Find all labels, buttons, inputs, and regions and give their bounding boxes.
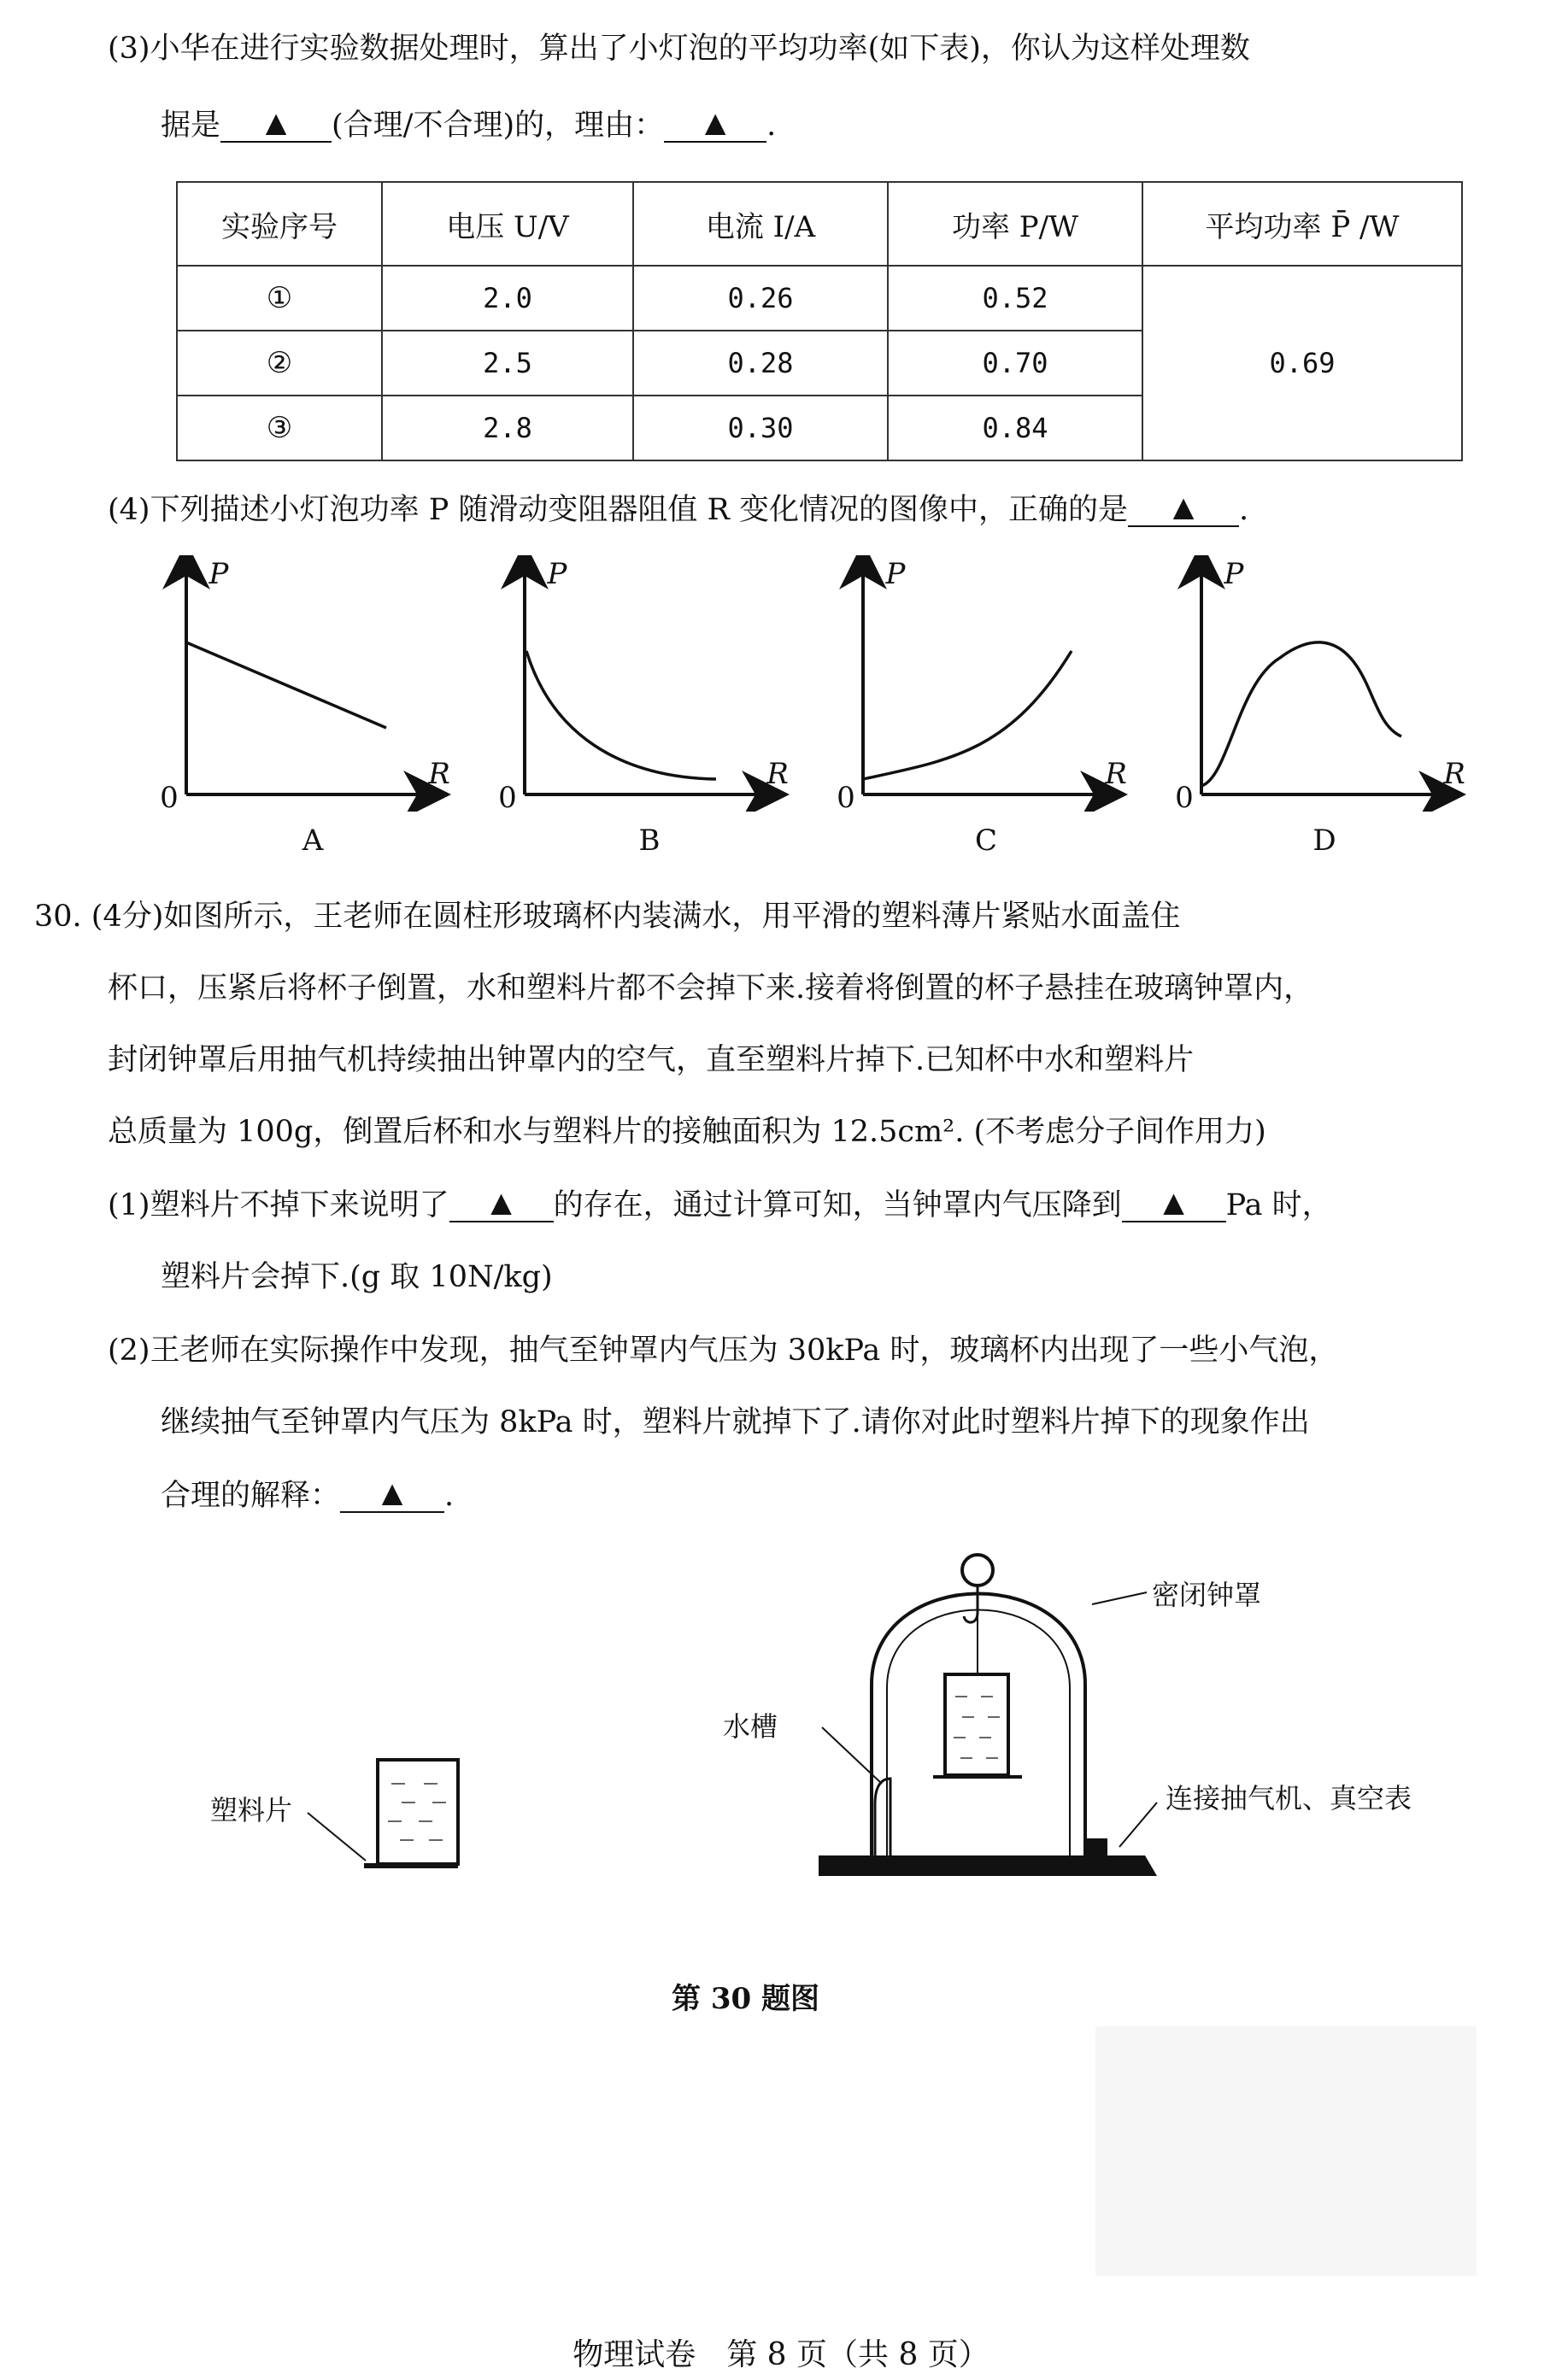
q30-p1-text-a: (1)塑料片不掉下来说明了 (108, 1188, 449, 1222)
q30-p2-line1: (2)王老师在实际操作中发现，抽气至钟罩内气压为 30kPa 时，玻璃杯内出现了一些小气泡， (108, 1334, 1339, 1368)
graph-c (863, 566, 1104, 794)
average-power-cell: 0.69 (1142, 266, 1462, 460)
graph-label-c: C (974, 824, 997, 858)
answer-blank-pressure-cause[interactable] (449, 1186, 554, 1222)
table-cell: 2.0 (382, 266, 633, 331)
table-cell: 0.28 (633, 331, 888, 396)
graph-d-curve (1201, 642, 1401, 786)
triangle-mark-icon: ▲ (1163, 1186, 1184, 1218)
q30-p2-line2: 继续抽气至钟罩内气压为 8kPa 时，塑料片就掉下了.请你对此时塑料片掉下的现象作出 (161, 1405, 1310, 1439)
table-cell: 0.70 (888, 331, 1142, 396)
q29-3-text-a: 据是 (161, 108, 221, 143)
graph-label-b: B (638, 824, 661, 858)
triangle-mark-icon: ▲ (1172, 490, 1195, 523)
q30-p1-text-b: 的存在，通过计算可知，当钟罩内气压降到 (553, 1188, 1122, 1222)
graph-d (1201, 566, 1442, 794)
q30-p2-text-d: . (444, 1479, 455, 1513)
q29-3-text-c: . (766, 108, 777, 143)
q30-line4: 总质量为 100g，倒置后杯和水与塑料片的接触面积为 12.5cm². (不考虑分子间作用力) (108, 1115, 1266, 1149)
q30-p2-text-c: 合理的解释： (161, 1479, 341, 1513)
table-header: 功率 P/W (888, 182, 1142, 266)
axis-label-r: R (1105, 757, 1127, 791)
axis-label-r: R (1443, 757, 1465, 791)
q30-line1: 30. (4分)如图所示，王老师在圆柱形玻璃杯内装满水，用平滑的塑料薄片紧贴水面盖住 (34, 900, 1181, 934)
inverted-cup-illustration (308, 1760, 458, 1866)
axis-label-p: P (885, 557, 906, 591)
q29-4-line (108, 490, 1249, 527)
q29-3-line1: (3)小华在进行实验数据处理时，算出了小灯泡的平均功率(如下表)，你认为这样处理数 (108, 32, 1250, 66)
figure-caption: 第 30 题图 (672, 1982, 819, 2016)
q30-p2-line3 (161, 1476, 455, 1513)
triangle-mark-icon: ▲ (265, 106, 287, 138)
axis-label-r: R (766, 757, 789, 791)
graph-b (525, 566, 766, 794)
axis-label-p: P (547, 557, 567, 591)
q30-p1-line (108, 1186, 1332, 1222)
table-cell: ① (177, 266, 382, 331)
label-pump-connection: 连接抽气机、真空表 (1166, 1782, 1412, 1814)
origin-label: 0 (1175, 781, 1194, 815)
answer-blank-explanation[interactable] (340, 1476, 444, 1513)
triangle-mark-icon: ▲ (381, 1476, 403, 1509)
page-footer: 物理试卷 第 8 页（共 8 页） (573, 2337, 989, 2372)
table-cell: 2.8 (382, 396, 633, 460)
origin-label: 0 (498, 781, 517, 815)
graph-c-curve (863, 651, 1072, 779)
table-row (177, 266, 1462, 331)
axis-label-p: P (208, 557, 229, 591)
q30-p1-line2: 塑料片会掉下.(g 取 10N/kg) (161, 1260, 553, 1294)
q29-4-end: . (1239, 493, 1249, 527)
triangle-mark-icon: ▲ (490, 1186, 512, 1218)
label-water-tank: 水槽 (723, 1710, 778, 1743)
axis-label-r: R (428, 757, 450, 791)
table-header: 实验序号 (177, 182, 382, 266)
q30-p1-text-c: Pa 时， (1225, 1188, 1332, 1222)
table-header: 电流 I/A (633, 182, 888, 266)
blank-box (1095, 2026, 1477, 2276)
graph-label-a: A (302, 824, 324, 858)
experiment-table (176, 181, 1463, 461)
answer-blank-graph[interactable] (1128, 490, 1239, 527)
q29-3-text-b: (合理/不合理)的，理由： (332, 108, 665, 143)
table-cell: 0.26 (633, 266, 888, 331)
table-cell: ③ (177, 396, 382, 460)
table-cell: 0.52 (888, 266, 1142, 331)
axis-label-p: P (1224, 557, 1244, 591)
label-bell-jar: 密闭钟罩 (1152, 1579, 1262, 1611)
answer-blank-pressure-value[interactable] (1122, 1186, 1226, 1222)
q30-line3: 封闭钟罩后用抽气机持续抽出钟罩内的空气，直至塑料片掉下.已知杯中水和塑料片 (108, 1043, 1195, 1077)
power-resistance-graphs (154, 555, 1555, 812)
bell-jar-figure (197, 1546, 1562, 1888)
table-cell: ② (177, 331, 382, 396)
graph-a (186, 566, 427, 794)
graph-label-d: D (1312, 824, 1336, 858)
origin-label: 0 (837, 781, 855, 815)
graph-a-line (186, 642, 386, 728)
table-header-row (177, 182, 1462, 266)
table-header: 平均功率 P̄ /W (1142, 182, 1462, 266)
label-plastic-sheet: 塑料片 (210, 1794, 293, 1826)
answer-blank-reasonable[interactable] (220, 106, 332, 143)
q29-4-text: (4)下列描述小灯泡功率 P 随滑动变阻器阻值 R 变化情况的图像中，正确的是 (108, 493, 1128, 527)
answer-blank-reason[interactable] (664, 106, 766, 143)
graph-b-curve (526, 651, 716, 779)
table-cell: 0.30 (633, 396, 888, 460)
table-cell: 0.84 (888, 396, 1142, 460)
q30-line2: 杯口，压紧后将杯子倒置，水和塑料片都不会掉下来.接着将倒置的杯子悬挂在玻璃钟罩内， (108, 971, 1314, 1005)
bell-jar-apparatus (819, 1555, 1157, 1876)
triangle-mark-icon: ▲ (704, 106, 726, 138)
origin-label: 0 (160, 781, 179, 815)
table-cell: 2.5 (382, 331, 633, 396)
table-header: 电压 U/V (382, 182, 633, 266)
q29-3-line2 (161, 106, 777, 143)
